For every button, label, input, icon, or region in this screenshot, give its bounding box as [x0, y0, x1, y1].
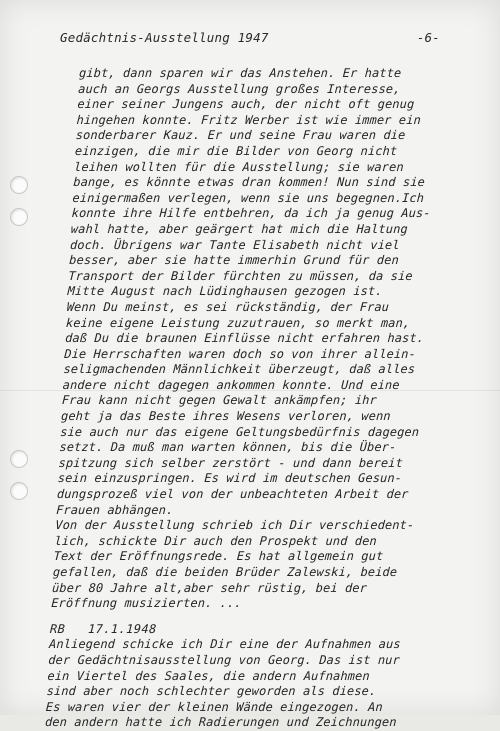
text-line: seligmachenden Männlichkeit überzeugt, daß alles — [63, 362, 416, 377]
text-line: Mitte August nach Lüdinghausen gezogen ist. — [67, 284, 383, 299]
text-line: leihen wollten für die Ausstellung; sie waren — [73, 159, 405, 174]
text-line: einer seiner Jungens auch, der nicht oft genug — [77, 97, 415, 112]
text-line: einigermaßen verlegen, wenn sie uns begegnen.Ich — [72, 190, 425, 205]
letter-body — [45, 66, 500, 731]
text-line: hingehen konnte. Fritz Werber ist wie immer ein — [76, 112, 422, 127]
text-line: Frau kann nicht gegen Gewalt ankämpfen; ihr — [61, 393, 378, 408]
text-line: konnte ihre Hilfe entbehren, da ich ja genug Aus- — [71, 206, 431, 221]
text-line: setzt. Da muß man warten können, bis die Über- — [59, 440, 397, 455]
document-title: Gedächtnis-Ausstellung 1947 — [60, 30, 269, 45]
text-line: den andern hatte ich Radierungen und Zeichnungen — [44, 715, 397, 730]
text-line: sind aber noch schlechter geworden als diese. — [46, 684, 377, 699]
text-line: geht ja das Beste ihres Wesens verloren, wenn — [60, 409, 392, 424]
text-line: Die Herrschaften waren doch so von ihrer allein- — [63, 346, 417, 361]
text-line: Anliegend schicke ich Dir eine der Aufnahmen aus — [48, 637, 402, 652]
text-line: besser, aber sie hatte immerhin Grund für den — [68, 253, 400, 268]
text-line: doch. Übrigens war Tante Elisabeth nicht viel — [69, 237, 401, 252]
text-line: Frauen abhängen. — [55, 502, 174, 517]
text-line: bange, es könnte etwas dran kommen! Nun sind sie — [72, 175, 426, 190]
text-line: Wenn Du meinst, es sei rückständig, der Frau — [66, 299, 390, 314]
text-line: lich, schickte Dir auch den Prospekt und den — [54, 533, 378, 548]
punch-hole — [10, 176, 28, 194]
text-line: Transport der Bilder fürchten zu müssen, da sie — [68, 268, 414, 283]
punch-hole — [10, 208, 28, 226]
text-line: sein einzuspringen. Es wird im deutschen Gesun- — [57, 471, 403, 486]
entry-date: RB 17.1.1948 — [49, 621, 158, 636]
text-line: Text der Eröffnungsrede. Es hat allgemein gut — [53, 549, 384, 564]
text-line: sonderbarer Kauz. Er und seine Frau waren die — [75, 128, 406, 143]
text-line: wahl hatte, aber geärgert hat mich die Haltung — [70, 221, 409, 236]
text-line: über 80 Jahre alt,aber sehr rüstig, bei der — [51, 580, 368, 595]
paragraph-gap — [50, 612, 471, 622]
text-line: der Gedächtnisausstellung von Georg. Das ist nur — [47, 652, 401, 667]
page-header — [60, 30, 440, 48]
punch-hole — [10, 482, 28, 500]
text-line: daß Du die braunen Einflüsse nicht erfahren hast. — [64, 331, 425, 346]
text-line: dungsprozeß viel von der unbeachteten Arbeit der — [56, 487, 409, 502]
text-line: Es waren vier der kleinen Wände eingezogen. An — [45, 699, 384, 714]
page-number: -6- — [416, 30, 440, 45]
text-line: spitzung sich selber zerstört - und dann bereit — [58, 455, 404, 470]
text-line: gibt, dann sparen wir das Anstehen. Er hatte — [78, 66, 402, 80]
text-line: Eröffnung musizierten. ... — [50, 596, 243, 611]
text-line: auch an Georgs Ausstellung großes Interesse, — [77, 81, 401, 96]
text-line: gefallen, daß die beiden Brüder Zalewski, beide — [52, 565, 398, 579]
text-line: ein Viertel des Saales, die andern Aufnahmen — [47, 668, 371, 683]
text-line: Von der Ausstellung schrieb ich Dir verschiedent- — [54, 518, 415, 533]
text-line: sie auch nur das eigene Geltungsbedürfnis dagegen — [59, 424, 420, 439]
text-line: einzigen, die mir die Bilder von Georg nicht — [74, 143, 398, 158]
punch-hole — [10, 450, 28, 468]
text-line: andere nicht dagegen ankommen konnte. Und eine — [62, 377, 401, 392]
text-line: keine eigene Leistung zuzutrauen, so merkt man, — [65, 315, 411, 330]
